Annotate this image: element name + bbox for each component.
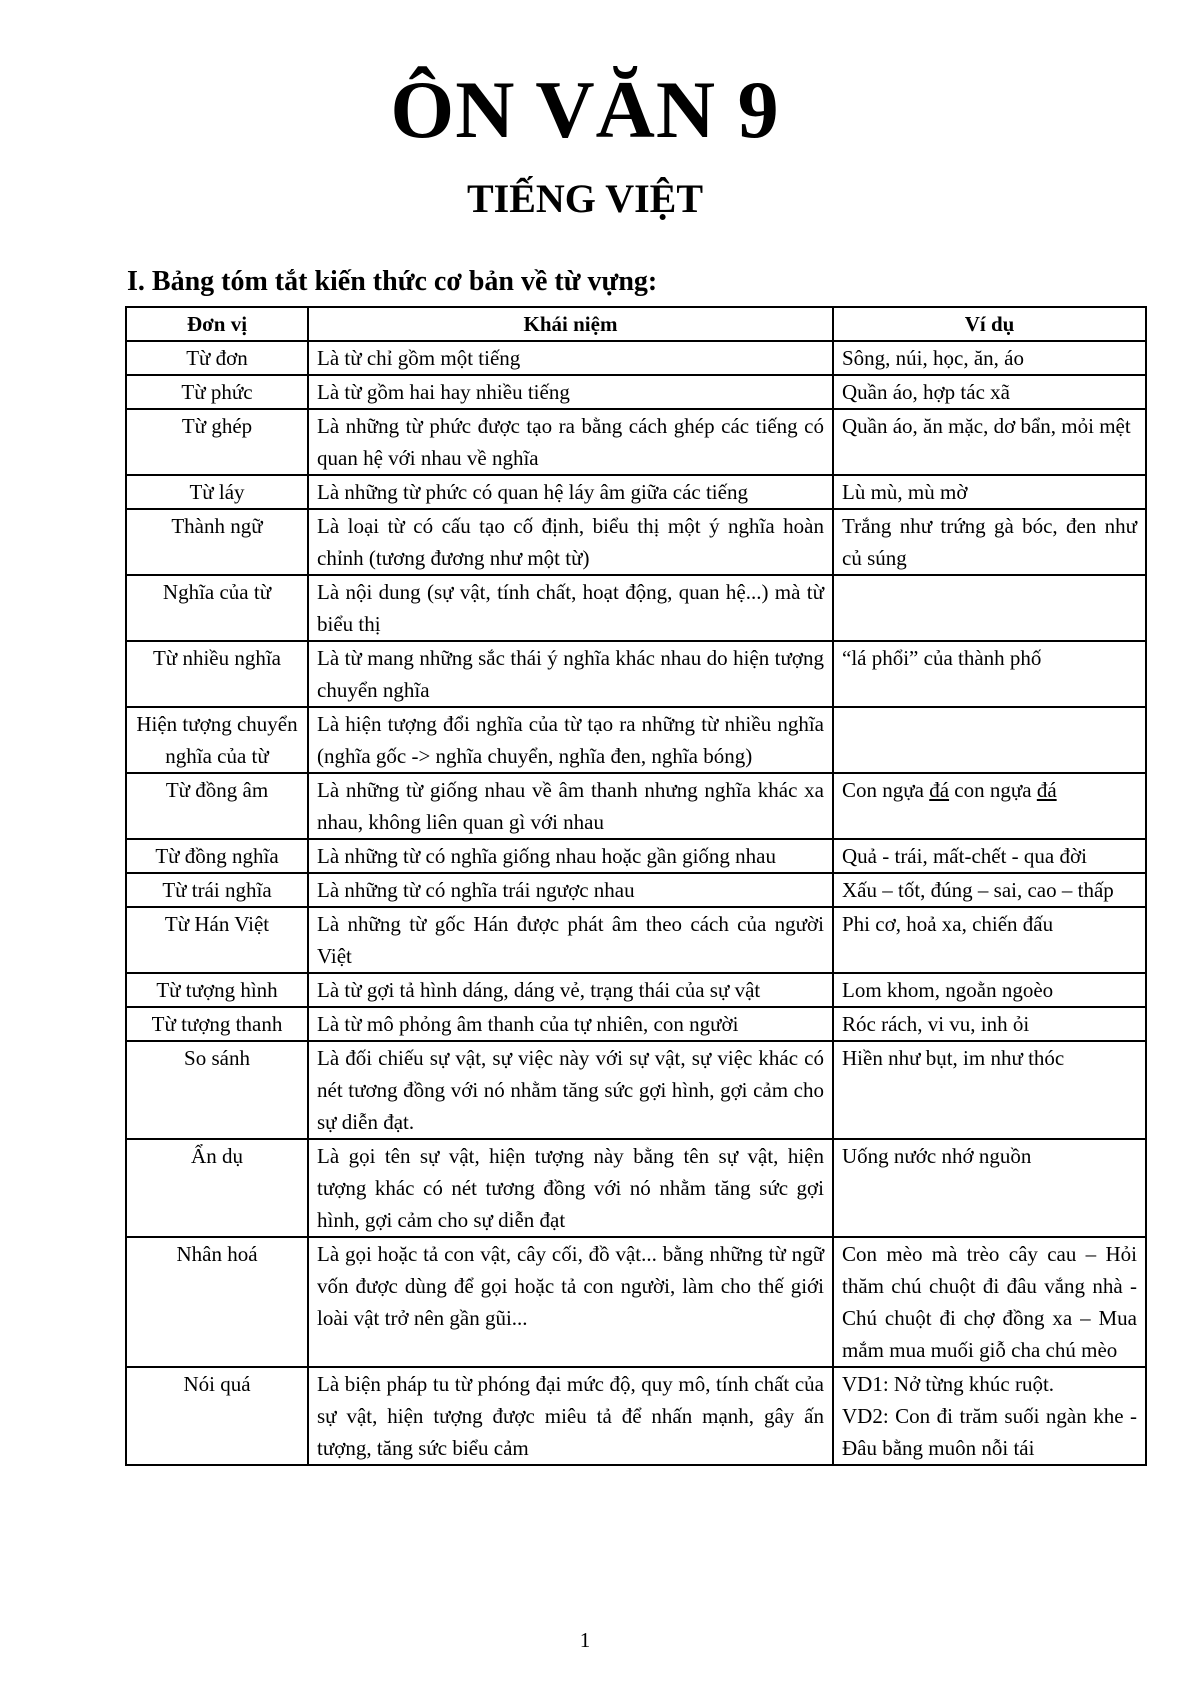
document-title: ÔN VĂN 9: [390, 64, 780, 155]
header-example: Ví dụ: [833, 307, 1146, 341]
section-heading: I. Bảng tóm tắt kiến thức cơ bản về từ vựng:: [127, 266, 658, 297]
example-text: Con ngựa: [842, 778, 930, 802]
cell-example: Róc rách, vi vu, inh ỏi: [833, 1007, 1146, 1041]
cell-unit: Từ đơn: [126, 341, 308, 375]
cell-example: Lom khom, ngoằn ngoèo: [833, 973, 1146, 1007]
table-row: [126, 409, 1146, 475]
cell-example: Quần áo, hợp tác xã: [833, 375, 1146, 409]
cell-example: Trắng như trứng gà bóc, đen như củ súng: [833, 509, 1146, 575]
cell-unit: Từ Hán Việt: [126, 907, 308, 973]
cell-example: [833, 773, 1146, 839]
cell-unit: Nói quá: [126, 1367, 308, 1465]
table-row: [126, 707, 1146, 773]
table-row: [126, 1139, 1146, 1237]
cell-unit: Từ tượng thanh: [126, 1007, 308, 1041]
table-row: [126, 1237, 1146, 1367]
cell-example: [833, 575, 1146, 641]
cell-unit: Từ nhiều nghĩa: [126, 641, 308, 707]
cell-example: Xấu – tốt, đúng – sai, cao – thấp: [833, 873, 1146, 907]
cell-concept: Là từ chỉ gồm một tiếng: [308, 341, 833, 375]
cell-example: Sông, núi, học, ăn, áo: [833, 341, 1146, 375]
cell-example: Uống nước nhớ nguồn: [833, 1139, 1146, 1237]
table-header-row: [126, 307, 1146, 341]
cell-unit: Từ phức: [126, 375, 308, 409]
cell-example: Quần áo, ăn mặc, dơ bẩn, mỏi mệt: [833, 409, 1146, 475]
cell-unit: Nhân hoá: [126, 1237, 308, 1367]
cell-concept: Là những từ có nghĩa trái ngược nhau: [308, 873, 833, 907]
header-unit: Đơn vị: [126, 307, 308, 341]
cell-unit: Từ láy: [126, 475, 308, 509]
cell-concept: Là gọi tên sự vật, hiện tượng này bằng tên sự vật, hiện tượng khác có nét tương đồng với nó nhằm tăng sức gợi hình, gợi cảm cho sự diễn đạt: [308, 1139, 833, 1237]
underlined-word: đá: [1036, 778, 1057, 802]
cell-concept: Là những từ có nghĩa giống nhau hoặc gần giống nhau: [308, 839, 833, 873]
cell-concept: Là gọi hoặc tả con vật, cây cối, đồ vật... bằng những từ ngữ vốn được dùng để gọi hoặc tả con người, làm cho thế giới loài vật trở nên gần gũi...: [308, 1237, 833, 1367]
example-text: con ngựa: [949, 778, 1037, 802]
table-row: [126, 873, 1146, 907]
cell-example: “lá phổi” của thành phố: [833, 641, 1146, 707]
table-row: [126, 1041, 1146, 1139]
cell-concept: Là từ mang những sắc thái ý nghĩa khác nhau do hiện tượng chuyển nghĩa: [308, 641, 833, 707]
cell-concept: Là từ gồm hai hay nhiều tiếng: [308, 375, 833, 409]
cell-example: Quả - trái, mất-chết - qua đời: [833, 839, 1146, 873]
cell-concept: Là những từ phức được tạo ra bằng cách ghép các tiếng có quan hệ với nhau về nghĩa: [308, 409, 833, 475]
cell-concept: Là những từ giống nhau về âm thanh nhưng nghĩa khác xa nhau, không liên quan gì với nhau: [308, 773, 833, 839]
table-row: [126, 773, 1146, 839]
table-row: [126, 907, 1146, 973]
cell-unit: Từ đồng âm: [126, 773, 308, 839]
cell-concept: Là những từ gốc Hán được phát âm theo cách của người Việt: [308, 907, 833, 973]
cell-example: Phi cơ, hoả xa, chiến đấu: [833, 907, 1146, 973]
example-line: VD2: Con đi trăm suối ngàn khe - Đâu bằng muôn nỗi tái: [842, 1404, 1137, 1460]
cell-concept: Là từ mô phỏng âm thanh của tự nhiên, con người: [308, 1007, 833, 1041]
table-row: [126, 641, 1146, 707]
example-line: VD1: Nở từng khúc ruột.: [842, 1372, 1055, 1396]
cell-example: [833, 1367, 1146, 1465]
cell-concept: Là nội dung (sự vật, tính chất, hoạt động, quan hệ...) mà từ biểu thị: [308, 575, 833, 641]
cell-unit: Nghĩa của từ: [126, 575, 308, 641]
cell-unit: Ẩn dụ: [126, 1139, 308, 1237]
cell-example: Hiền như bụt, im như thóc: [833, 1041, 1146, 1139]
cell-concept: Là đối chiếu sự vật, sự việc này với sự vật, sự việc khác có nét tương đồng với nó nhằm tăng sức gợi hình, gợi cảm cho sự diễn đạt.: [308, 1041, 833, 1139]
cell-concept: Là biện pháp tu từ phóng đại mức độ, quy mô, tính chất của sự vật, hiện tượng được miêu tả để nhấn mạnh, gây ấn tượng, tăng sức biểu cảm: [308, 1367, 833, 1465]
table-row: [126, 1007, 1146, 1041]
cell-unit: Hiện tượng chuyển nghĩa của từ: [126, 707, 308, 773]
cell-concept: Là hiện tượng đổi nghĩa của từ tạo ra những từ nhiều nghĩa (nghĩa gốc -> nghĩa chuyển, nghĩa đen, nghĩa bóng): [308, 707, 833, 773]
cell-example: Con mèo mà trèo cây cau – Hỏi thăm chú chuột đi đâu vắng nhà - Chú chuột đi chợ đồng xa – Mua mắm mua muối giỗ cha chú mèo: [833, 1237, 1146, 1367]
cell-unit: Thành ngữ: [126, 509, 308, 575]
cell-concept: Là loại từ có cấu tạo cố định, biểu thị một ý nghĩa hoàn chỉnh (tương đương như một từ): [308, 509, 833, 575]
cell-unit: So sánh: [126, 1041, 308, 1139]
vocabulary-table: [125, 306, 1147, 1466]
table-row: [126, 839, 1146, 873]
table-row: [126, 575, 1146, 641]
page-number: 1: [579, 1628, 591, 1652]
cell-unit: Từ đồng nghĩa: [126, 839, 308, 873]
table-row: [126, 475, 1146, 509]
table-row: [126, 509, 1146, 575]
cell-unit: Từ trái nghĩa: [126, 873, 308, 907]
cell-example: Lù mù, mù mờ: [833, 475, 1146, 509]
table-row: [126, 341, 1146, 375]
table-row: [126, 375, 1146, 409]
document-subtitle: TIẾNG VIỆT: [466, 176, 703, 221]
header-concept: Khái niệm: [308, 307, 833, 341]
underlined-word: đá: [929, 778, 950, 802]
cell-example: [833, 707, 1146, 773]
cell-concept: Là từ gợi tả hình dáng, dáng vẻ, trạng thái của sự vật: [308, 973, 833, 1007]
cell-unit: Từ tượng hình: [126, 973, 308, 1007]
table-row: [126, 973, 1146, 1007]
cell-unit: Từ ghép: [126, 409, 308, 475]
table-row: [126, 1367, 1146, 1465]
cell-concept: Là những từ phức có quan hệ láy âm giữa các tiếng: [308, 475, 833, 509]
